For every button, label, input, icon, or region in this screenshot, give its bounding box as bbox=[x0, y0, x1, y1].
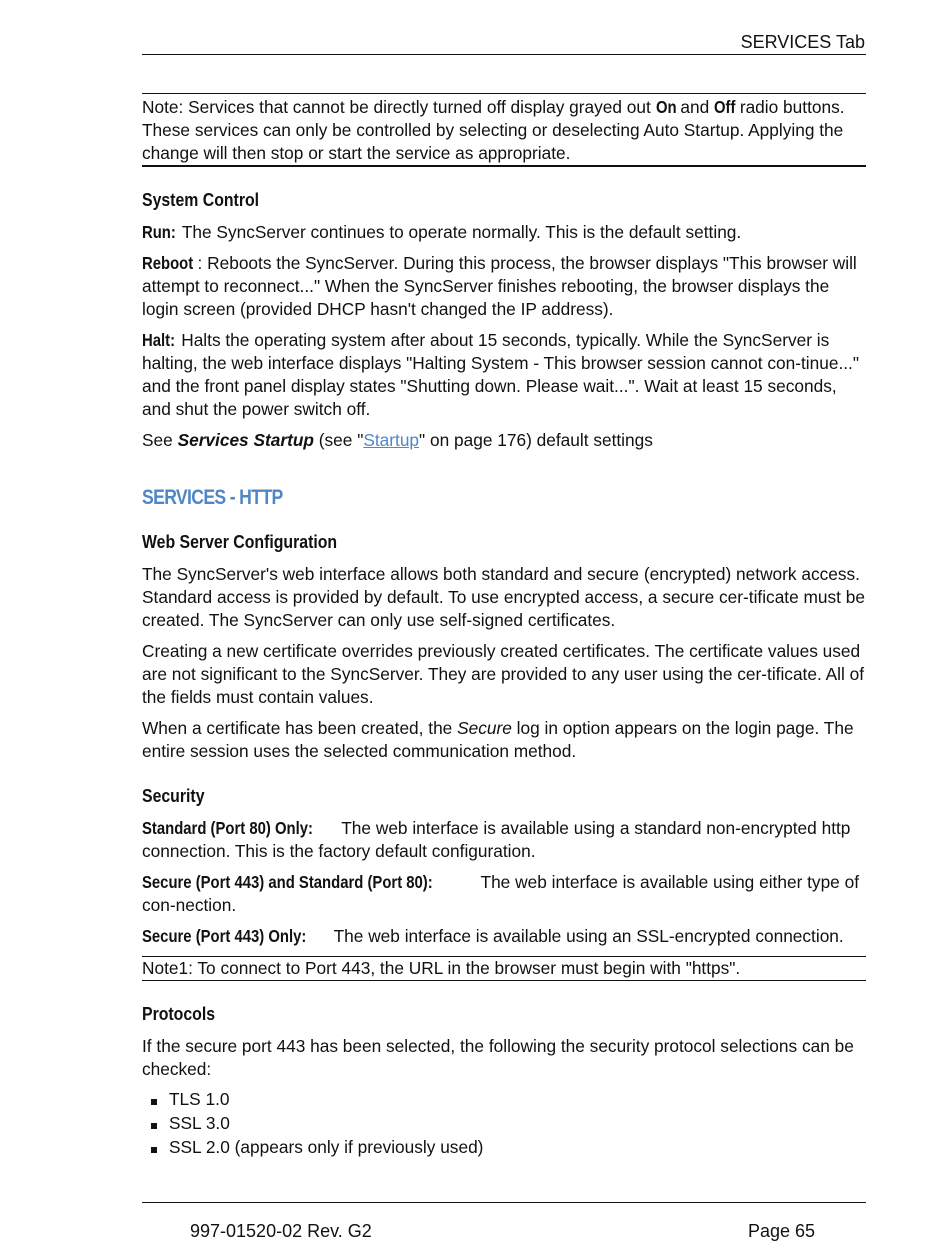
protocol-label: SSL 3.0 bbox=[169, 1113, 230, 1133]
see-prefix: See bbox=[142, 430, 178, 450]
note-off-label: Off bbox=[714, 97, 736, 117]
paragraph-run bbox=[142, 221, 866, 244]
p3-secure: Secure bbox=[457, 718, 512, 738]
halt-label: Halt: bbox=[142, 330, 176, 350]
footer-page-number: Page 65 bbox=[748, 1221, 816, 1241]
standard-only-text: The web interface is available using a standard non-encrypted http connection. This is the factory default configuration. bbox=[142, 818, 851, 861]
running-header: SERVICES Tab bbox=[740, 32, 865, 52]
secure-only-label: Secure (Port 443) Only: bbox=[142, 926, 307, 946]
heading-security: Security bbox=[142, 786, 205, 806]
section-title-services-http: SERVICES - HTTP bbox=[142, 486, 283, 509]
p3-suffix: log in option appears on the login page. The entire session uses the selected communication method. bbox=[142, 718, 854, 761]
reboot-text: : Reboots the SyncServer. During this process, the browser displays "This browser will attempt to reconnect..." When the SyncServer finishes rebooting, the browser displays the login screen (provided DHCP hasn't changed the IP address). bbox=[142, 253, 857, 319]
footer-doc-number: 997-01520-02 Rev. G2 bbox=[190, 1221, 372, 1241]
note-prefix: Note: Services that cannot be directly turned off display grayed out bbox=[142, 97, 656, 117]
paragraph-protocols-intro: If the secure port 443 has been selected, the following the security protocol selections can be checked: bbox=[142, 1036, 854, 1079]
note-on-label: On bbox=[655, 97, 677, 117]
secure-only-text: The web interface is available using an SSL-encrypted connection. bbox=[329, 926, 844, 946]
protocol-list bbox=[142, 1087, 866, 1159]
bullet-square-icon bbox=[151, 1147, 157, 1153]
protocol-label: TLS 1.0 bbox=[169, 1089, 230, 1109]
secure-and-standard-label: Secure (Port 443) and Standard (Port 80): bbox=[142, 872, 433, 892]
list-item bbox=[142, 1087, 866, 1111]
header-rule bbox=[142, 54, 866, 55]
paragraph-secure-only bbox=[142, 925, 866, 948]
paragraph-see-startup bbox=[142, 429, 866, 452]
protocol-label: SSL 2.0 (appears only if previously used) bbox=[169, 1137, 484, 1157]
heading-protocols: Protocols bbox=[142, 1004, 216, 1024]
heading-system-control: System Control bbox=[142, 190, 260, 210]
heading-web-server-configuration: Web Server Configuration bbox=[142, 532, 338, 552]
footer-rule bbox=[142, 1202, 866, 1203]
list-item bbox=[142, 1135, 866, 1159]
paragraph-web-2: Creating a new certificate overrides previously created certificates. The certificate values used are not significant to the SyncServer. They are provided to any user using the cer-tificate. All of the fields must contain values. bbox=[142, 641, 865, 707]
page-content bbox=[142, 93, 866, 1159]
reboot-label: Reboot bbox=[142, 253, 194, 273]
note-box-port-443: Note1: To connect to Port 443, the URL in the browser must begin with "https". bbox=[142, 956, 866, 981]
see-services-startup: Services Startup bbox=[177, 430, 314, 450]
run-label: Run: bbox=[142, 222, 176, 242]
paragraph-secure-and-standard bbox=[142, 871, 866, 917]
paragraph-halt bbox=[142, 329, 866, 421]
list-item bbox=[142, 1111, 866, 1135]
startup-link[interactable]: Startup bbox=[363, 430, 420, 450]
note-box-services bbox=[142, 93, 866, 167]
note-rest: radio buttons. These services can only be controlled by selecting or deselecting Auto Startup. Applying the change will then stop or start the service as appropriate. bbox=[142, 97, 845, 163]
see-mid: (see " bbox=[313, 430, 364, 450]
note-and: and bbox=[675, 97, 715, 117]
halt-text: Halts the operating system after about 15 seconds, typically. While the SyncServer is halting, the web interface displays "Halting System - This browser session cannot con-tinue..." and the front panel display states "Shutting down. Please wait...". Wait at least 15 seconds, and shut the power switch off. bbox=[142, 330, 859, 419]
paragraph-reboot bbox=[142, 252, 866, 321]
run-text: The SyncServer continues to operate normally. This is the default setting. bbox=[177, 222, 742, 242]
paragraph-standard-only bbox=[142, 817, 866, 863]
p3-prefix: When a certificate has been created, the bbox=[142, 718, 458, 738]
paragraph-web-3 bbox=[142, 717, 866, 763]
secure-and-standard-text: The web interface is available using either type of con-nection. bbox=[142, 872, 860, 915]
see-suffix: " on page 176) default settings bbox=[419, 430, 653, 450]
bullet-square-icon bbox=[151, 1123, 157, 1129]
standard-only-label: Standard (Port 80) Only: bbox=[142, 818, 313, 838]
paragraph-web-1: The SyncServer's web interface allows both standard and secure (encrypted) network access. Standard access is provided by default. To use encrypted access, a secure cer-tificate must be created. The SyncServer can only use self-signed certificates. bbox=[142, 564, 865, 630]
bullet-square-icon bbox=[151, 1099, 157, 1105]
